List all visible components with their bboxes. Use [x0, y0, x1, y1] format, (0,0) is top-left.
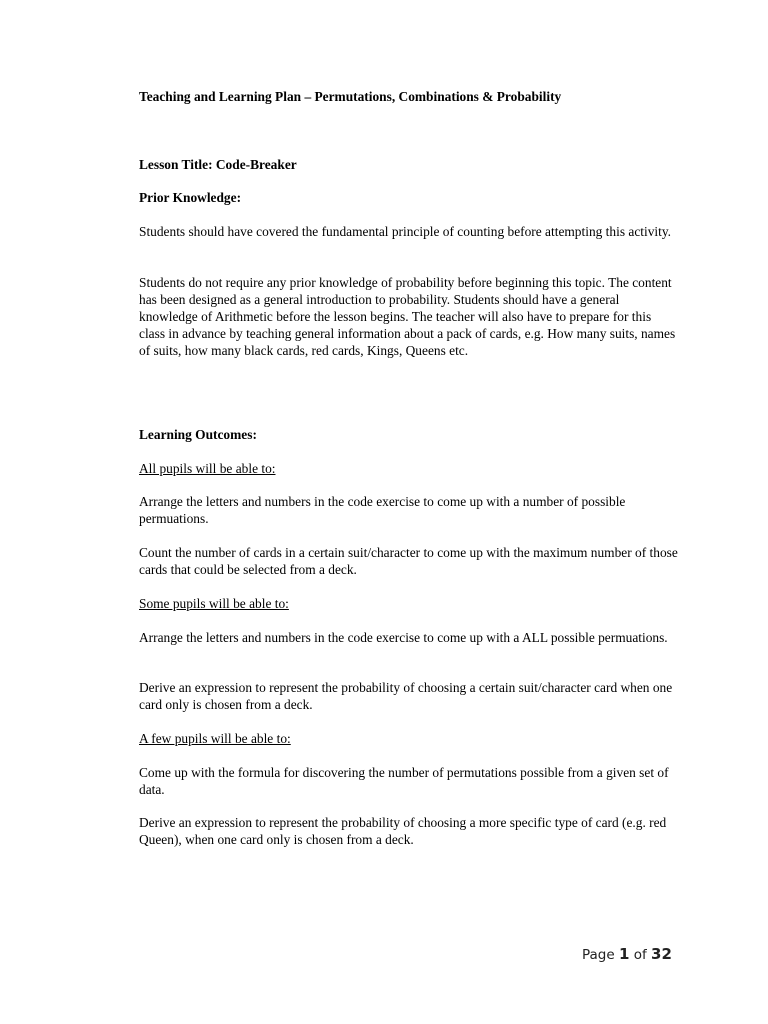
of-label: of — [633, 947, 647, 963]
some-pupils-outcome-2: Derive an expression to represent the probability of choosing a certain suit/character card when one card only is chosen from a deck. — [139, 680, 673, 712]
some-pupils-outcome-1: Arrange the letters and numbers in the code exercise to come up with a ALL possible permuations. — [139, 630, 668, 645]
learning-outcomes-heading: Learning Outcomes: — [139, 427, 257, 442]
page-number-footer — [582, 945, 672, 963]
prior-knowledge-heading: Prior Knowledge: — [139, 190, 242, 205]
few-pupils-heading: A few pupils will be able to: — [139, 731, 291, 746]
all-pupils-outcome-2: Count the number of cards in a certain suit/character to come up with the maximum number of those cards that could be selected from a deck. — [139, 545, 678, 577]
lesson-title: Lesson Title: Code-Breaker — [139, 157, 297, 172]
document-title: Teaching and Learning Plan – Permutations, Combinations & Probability — [139, 89, 562, 104]
prior-knowledge-paragraph-1: Students should have covered the fundamental principle of counting before attempting this activity. — [139, 224, 672, 239]
few-pupils-outcome-1: Come up with the formula for discovering the number of permutations possible from a given set of data. — [139, 765, 669, 797]
all-pupils-heading: All pupils will be able to: — [139, 461, 276, 476]
some-pupils-heading: Some pupils will be able to: — [139, 596, 289, 611]
all-pupils-outcome-1: Arrange the letters and numbers in the code exercise to come up with a number of possible permuations. — [139, 494, 626, 526]
page-label: Page — [582, 947, 615, 963]
few-pupils-outcome-2: Derive an expression to represent the probability of choosing a more specific type of card (e.g. red Queen), when one card only is chosen from a deck. — [139, 815, 667, 847]
page-total: 32 — [651, 945, 672, 963]
page-number: 1 — [618, 945, 630, 963]
prior-knowledge-paragraph-2: Students do not require any prior knowledge of probability before beginning this topic. The content has been designed as a general introduction to probability. Students should have a general knowledge of Arithmetic before the lesson begins. The teacher will also have to prepare for this class in advance by teaching general information about a pack of cards, e.g. How many suits, names of suits, how many black cards, red cards, Kings, Queens etc. — [139, 275, 676, 358]
